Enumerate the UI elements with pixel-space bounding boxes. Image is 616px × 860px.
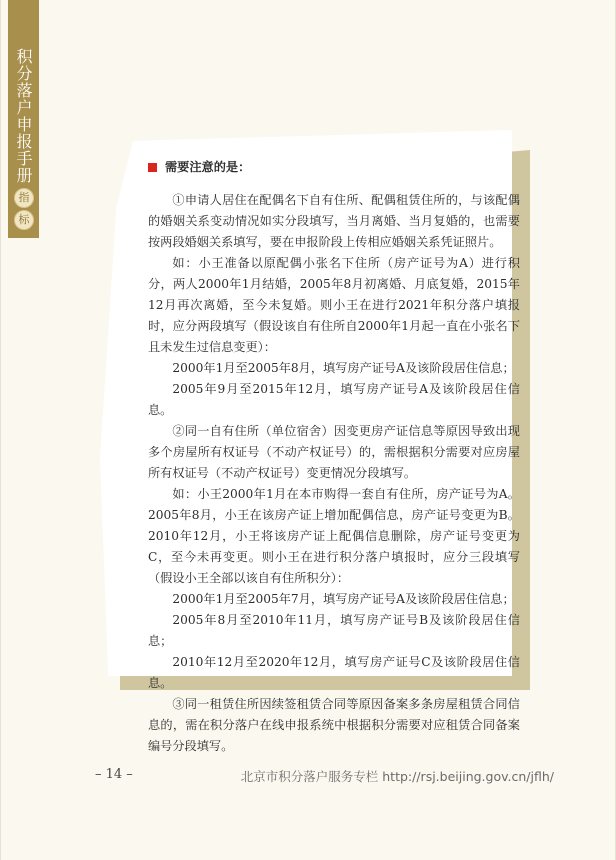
- note-heading: [148, 157, 520, 178]
- paragraph-6: 如：小王2000年1月在本市购得一套自有住所，房产证号为A。2005年8月，小王在该房产证上增加配偶信息，房产证号变更为B。2010年12月，小王将该房产证上配偶信息删除，房产证号变更为C，至今未再变更。则小王在进行积分落户填报时，应分三段填写（假设小王全部以该自有住所积分）：: [148, 487, 520, 585]
- paragraph-1: ①申请人居住在配偶名下自有住所、配偶租赁住所的，与该配偶的婚姻关系变动情况如实分段填写，当月离婚、当月复婚的，也需要按两段婚姻关系填写，要在申报阶段上传相应婚姻关系凭证照片。: [148, 193, 520, 249]
- note-heading-text: 需要注意的是：: [165, 160, 251, 174]
- side-section-tab: [8, 0, 39, 238]
- paragraph-5: ②同一自有住所（单位宿舍）因变更房产证信息等原因导致出现多个房屋所有权证号（不动产权证号）的，需根据积分需要对应房屋所有权证号（不动产权证号）变更情况分段填写。: [148, 424, 520, 480]
- paragraph-10: ③同一租赁住所因续签租赁合同等原因备案多条房屋租赁合同信息的，需在积分落户在线申报系统中根据积分需要对应租赁合同备案编号分段填写。: [148, 697, 520, 753]
- badge-zhi: 指: [14, 188, 34, 208]
- paragraph-2: 如：小王准备以原配偶小张名下住所（房产证号为A）进行积分，两人2000年1月结婚，2005年8月初离婚、月底复婚，2015年12月再次离婚，至今未复婚。则小王在进行2021年积分落户填报时，应分两段填写（假设该自有住所自2000年1月起一直在小张名下且未发生过信息变更）：: [148, 256, 520, 354]
- red-square-icon: [148, 163, 157, 172]
- badge-biao: 标: [14, 210, 34, 230]
- side-tab-badges: [14, 188, 34, 232]
- paragraph-9: 2010年12月至2020年12月，填写房产证号C及该阶段居住信息。: [148, 655, 520, 690]
- paragraph-3: 2000年1月至2005年8月，填写房产证号A及该阶段居住信息；: [172, 361, 515, 375]
- paragraph-7: 2000年1月至2005年7月，填写房产证号A及该阶段居住信息；: [172, 592, 515, 606]
- note-content: [148, 157, 520, 757]
- page-number: – 14 –: [95, 767, 133, 782]
- paragraph-4: 2005年9月至2015年12月，填写房产证号A及该阶段居住信息。: [148, 382, 520, 417]
- page-footer: [0, 763, 616, 787]
- footer-text: 北京市积分落户服务专栏 http://rsj.beijing.gov.cn/jflh/: [240, 769, 554, 784]
- paragraph-8: 2005年8月至2010年11月，填写房产证号B及该阶段居住信息；: [148, 613, 520, 648]
- side-tab-title: 积分落户申报手册: [14, 48, 33, 184]
